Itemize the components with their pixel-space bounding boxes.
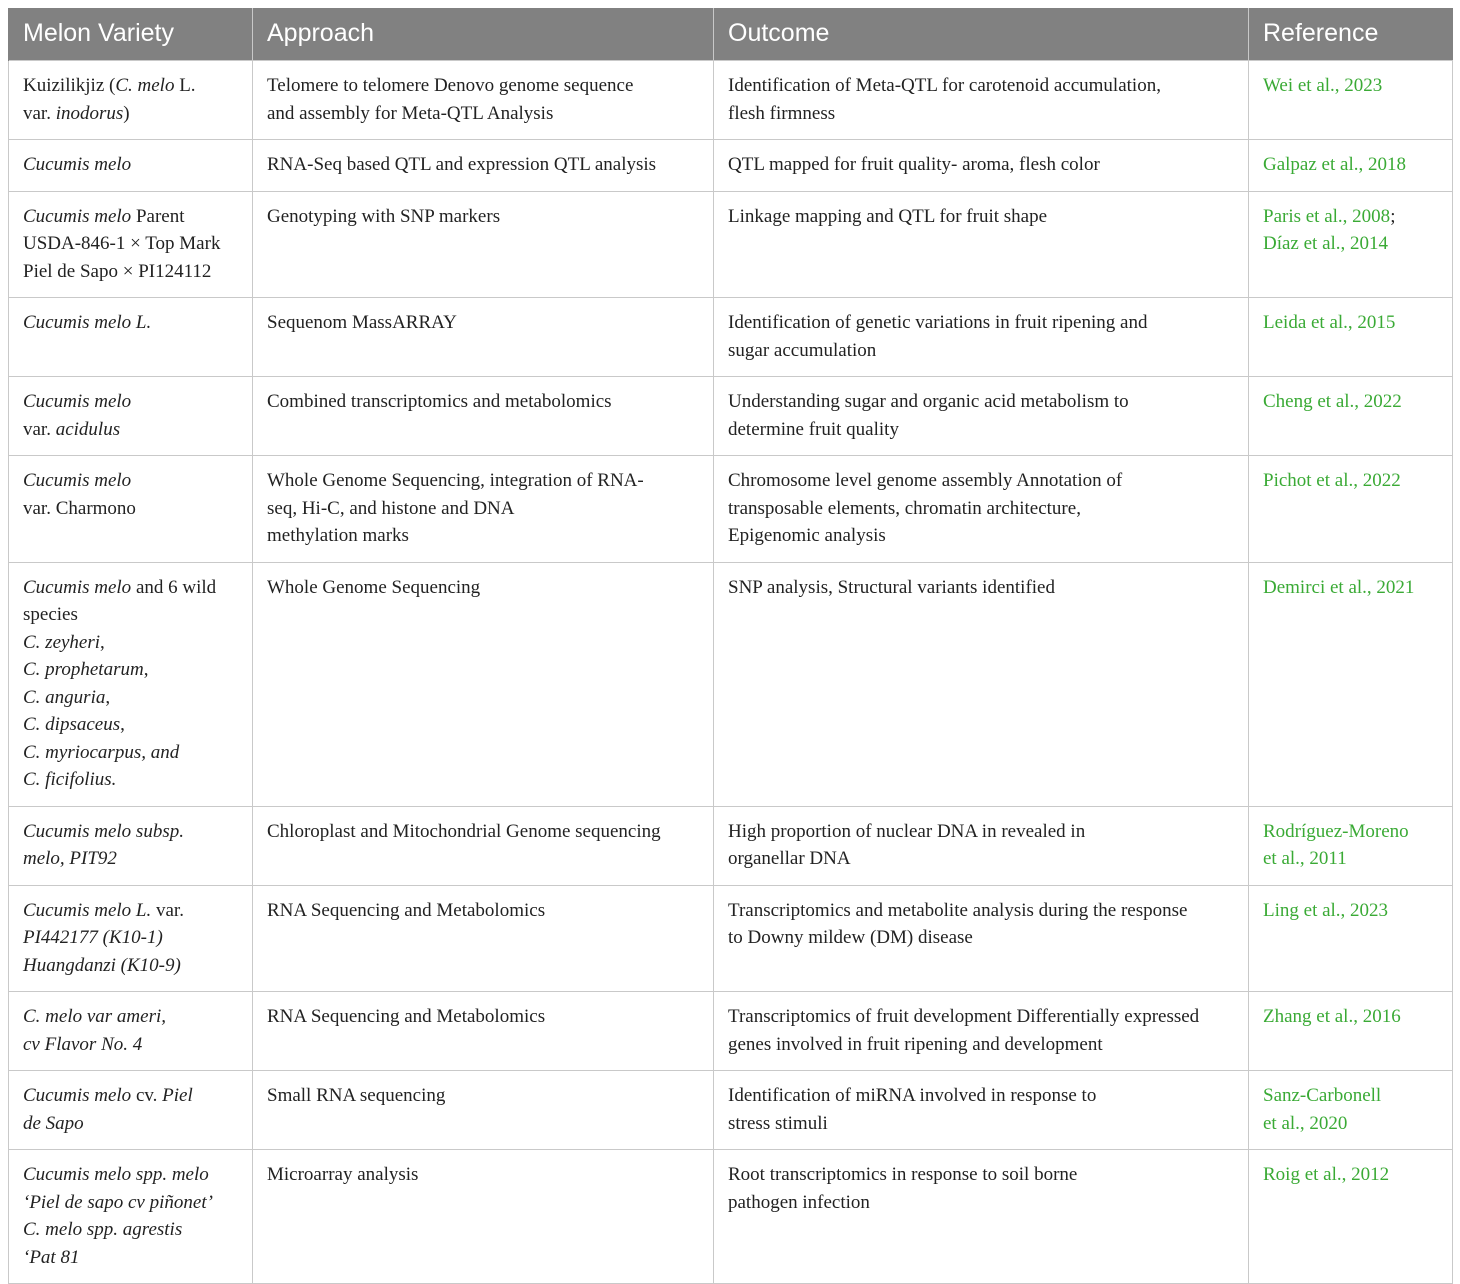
variety-italic-text: Cucumis melo — [23, 205, 132, 227]
outcome-line — [728, 337, 1234, 365]
outcome-text: to Downy mildew (DM) disease — [728, 927, 973, 948]
variety-line — [23, 100, 238, 128]
table-row — [9, 806, 1453, 885]
variety-line — [23, 601, 238, 629]
reference-link[interactable]: Roig et al., 2012 — [1263, 1164, 1390, 1185]
outcome-text: Transcriptomics of fruit development Differentially expressed — [728, 1006, 1200, 1027]
melon-studies-table — [8, 8, 1453, 1284]
approach-text: Combined transcriptomics and metabolomics — [267, 391, 612, 412]
variety-line — [23, 684, 238, 712]
variety-italic-text: C. anguria — [23, 686, 106, 708]
outcome-line — [728, 1031, 1234, 1059]
variety-text: Parent — [131, 205, 185, 227]
outcome-text: Chromosome level genome assembly Annotation of — [728, 470, 1123, 491]
table-row — [9, 1150, 1453, 1284]
outcome-line — [728, 151, 1234, 179]
variety-line — [23, 845, 238, 873]
variety-italic-text: Cucumis melo — [23, 470, 132, 491]
variety-italic-text: Piel — [162, 1085, 193, 1106]
variety-italic-text: Cucumis melo — [23, 576, 132, 598]
outcome-text: determine fruit quality — [728, 418, 899, 440]
outcome-text: genes involved in fruit ripening and development — [728, 1033, 1103, 1055]
approach-line — [267, 1161, 699, 1189]
variety-italic-text: C. melo spp. agrestis — [23, 1219, 183, 1240]
variety-line — [23, 924, 238, 952]
approach-line — [267, 72, 699, 100]
reference-cell — [1249, 191, 1453, 298]
approach-text: Whole Genome Sequencing, integration of RNA- — [267, 470, 644, 491]
outcome-cell — [714, 61, 1249, 140]
melon-variety-cell — [9, 298, 253, 377]
variety-line — [23, 897, 238, 925]
variety-italic-text: inodorus — [55, 102, 124, 124]
approach-line — [267, 467, 699, 495]
reference-link[interactable]: Díaz et al., 2014 — [1263, 233, 1389, 254]
approach-text: Whole Genome Sequencing — [267, 576, 481, 598]
variety-text: Kuizilikjiz ( — [23, 75, 116, 96]
melon-variety-cell — [9, 885, 253, 992]
column-header-reference: Reference — [1249, 8, 1453, 61]
outcome-line — [728, 309, 1234, 337]
approach-cell — [253, 562, 714, 806]
outcome-line — [728, 818, 1234, 846]
variety-line — [23, 495, 238, 523]
variety-text: , — [120, 714, 125, 735]
melon-variety-cell — [9, 61, 253, 140]
variety-italic-text: de Sapo — [23, 1112, 84, 1134]
reference-cell — [1249, 1150, 1453, 1284]
table-row — [9, 298, 1453, 377]
table-row — [9, 1071, 1453, 1150]
variety-text: ) — [123, 102, 130, 124]
outcome-line — [728, 388, 1234, 416]
variety-line — [23, 388, 238, 416]
outcome-line — [728, 72, 1234, 100]
approach-text: Small RNA sequencing — [267, 1085, 446, 1106]
variety-line — [23, 258, 238, 286]
approach-cell — [253, 140, 714, 192]
approach-line — [267, 818, 699, 846]
outcome-line — [728, 467, 1234, 495]
table-row — [9, 377, 1453, 456]
variety-text: , — [105, 686, 111, 708]
reference-line — [1263, 897, 1438, 925]
approach-line — [267, 495, 699, 523]
outcome-cell — [714, 992, 1249, 1071]
column-header-approach: Approach — [253, 8, 714, 61]
reference-line — [1263, 1161, 1438, 1189]
approach-cell — [253, 992, 714, 1071]
table-row — [9, 456, 1453, 563]
table-row — [9, 191, 1453, 298]
reference-separator: ; — [1390, 205, 1396, 227]
variety-italic-text: C. dipsaceus — [23, 714, 121, 735]
variety-italic-text: Cucumis melo subsp. — [23, 820, 184, 842]
outcome-line — [728, 1189, 1234, 1217]
variety-italic-text: C. myriocarpus, and — [23, 741, 180, 763]
outcome-text: transposable elements, chromatin architecture, — [728, 497, 1081, 519]
reference-link[interactable]: Wei et al., 2023 — [1263, 75, 1383, 96]
reference-link[interactable]: Rodríguez-Moreno — [1263, 820, 1409, 842]
variety-italic-text: Cucumis melo L. — [23, 312, 152, 333]
variety-line — [23, 711, 238, 739]
variety-italic-text: Huangdanzi (K10-9) — [23, 954, 181, 976]
reference-link[interactable]: Demirci et al., 2021 — [1263, 576, 1415, 598]
reference-cell — [1249, 806, 1453, 885]
approach-cell — [253, 61, 714, 140]
approach-text: Telomere to telomere Denovo genome sequence — [267, 75, 634, 96]
reference-link[interactable]: Sanz-Carbonell — [1263, 1085, 1382, 1106]
outcome-text: QTL mapped for fruit quality- aroma, flesh color — [728, 154, 1100, 175]
outcome-cell — [714, 377, 1249, 456]
table-body — [9, 61, 1453, 1284]
approach-line — [267, 388, 699, 416]
melon-variety-cell — [9, 1071, 253, 1150]
approach-line — [267, 1003, 699, 1031]
variety-italic-text: acidulus — [55, 418, 121, 440]
approach-text: RNA-Seq based QTL and expression QTL analysis — [267, 154, 657, 175]
outcome-line — [728, 924, 1234, 952]
melon-variety-cell — [9, 140, 253, 192]
variety-italic-text: C. melo var ameri, — [23, 1006, 167, 1027]
variety-line — [23, 656, 238, 684]
variety-text: species — [23, 604, 78, 625]
approach-text: RNA Sequencing and Metabolomics — [267, 1006, 546, 1027]
variety-italic-text: ‘Piel de sapo cv piñonet’ — [23, 1191, 213, 1213]
outcome-line — [728, 203, 1234, 231]
variety-line — [23, 1110, 238, 1138]
outcome-line — [728, 1082, 1234, 1110]
variety-italic-text: C. melo — [115, 75, 175, 96]
reference-line — [1263, 388, 1438, 416]
melon-variety-cell — [9, 456, 253, 563]
variety-text: var. Charmono — [23, 497, 136, 519]
outcome-line — [728, 845, 1234, 873]
outcome-line — [728, 1003, 1234, 1031]
outcome-cell — [714, 1150, 1249, 1284]
outcome-text: Identification of miRNA involved in response to — [728, 1085, 1097, 1106]
variety-text: var. — [151, 899, 184, 921]
variety-line — [23, 230, 238, 258]
outcome-text: Identification of Meta-QTL for carotenoid accumulation, — [728, 75, 1161, 96]
reference-link[interactable]: Leida et al., 2015 — [1263, 312, 1396, 333]
outcome-line — [728, 574, 1234, 602]
melon-variety-cell — [9, 377, 253, 456]
variety-italic-text: C. ficifolius. — [23, 769, 117, 790]
outcome-line — [728, 495, 1234, 523]
reference-cell — [1249, 456, 1453, 563]
variety-line — [23, 1161, 238, 1189]
variety-italic-text: Cucumis melo — [23, 1085, 132, 1106]
reference-cell — [1249, 140, 1453, 192]
approach-cell — [253, 1150, 714, 1284]
outcome-cell — [714, 298, 1249, 377]
table-row — [9, 885, 1453, 992]
reference-link[interactable]: Pichot et al., 2022 — [1263, 470, 1401, 491]
variety-text: USDA-846-1 × Top Mark — [23, 233, 221, 254]
melon-variety-cell — [9, 562, 253, 806]
reference-line — [1263, 1110, 1438, 1138]
approach-cell — [253, 377, 714, 456]
outcome-line — [728, 1161, 1234, 1189]
reference-line — [1263, 818, 1438, 846]
variety-line — [23, 629, 238, 657]
melon-variety-cell — [9, 191, 253, 298]
approach-line — [267, 309, 699, 337]
reference-cell — [1249, 298, 1453, 377]
variety-italic-text: Cucumis melo — [23, 391, 132, 412]
reference-line — [1263, 845, 1438, 873]
approach-text: seq, Hi-C, and histone and DNA — [267, 497, 515, 519]
reference-cell — [1249, 562, 1453, 806]
approach-text: Sequenom MassARRAY — [267, 312, 457, 333]
outcome-text: Understanding sugar and organic acid metabolism to — [728, 391, 1129, 412]
approach-text: methylation marks — [267, 525, 409, 546]
outcome-line — [728, 897, 1234, 925]
variety-line — [23, 467, 238, 495]
variety-line — [23, 416, 238, 444]
variety-text: , — [100, 631, 105, 653]
outcome-text: Linkage mapping and QTL for fruit shape — [728, 205, 1048, 227]
outcome-text: organellar DNA — [728, 848, 851, 869]
variety-italic-text: Cucumis melo spp. melo — [23, 1164, 209, 1185]
variety-line — [23, 1216, 238, 1244]
reference-cell — [1249, 1071, 1453, 1150]
reference-line — [1263, 72, 1438, 100]
reference-line — [1263, 574, 1438, 602]
table-row — [9, 992, 1453, 1071]
approach-cell — [253, 191, 714, 298]
outcome-cell — [714, 1071, 1249, 1150]
variety-italic-text: PI442177 (K10-1) — [23, 927, 163, 948]
variety-text: , — [143, 659, 149, 680]
variety-text: and 6 wild — [131, 576, 217, 598]
variety-italic-text: C. prophetarum — [23, 659, 144, 680]
variety-line — [23, 1244, 238, 1272]
reference-link[interactable]: Cheng et al., 2022 — [1263, 391, 1402, 412]
reference-link[interactable]: Galpaz et al., 2018 — [1263, 154, 1406, 175]
approach-cell — [253, 298, 714, 377]
approach-text: RNA Sequencing and Metabolomics — [267, 899, 546, 921]
outcome-text: flesh firmness — [728, 102, 836, 124]
outcome-text: Epigenomic analysis — [728, 525, 886, 546]
variety-line — [23, 574, 238, 602]
outcome-text: Transcriptomics and metabolite analysis during the response — [728, 899, 1188, 921]
approach-line — [267, 100, 699, 128]
reference-line — [1263, 151, 1438, 179]
variety-text: L. — [174, 75, 196, 96]
outcome-cell — [714, 191, 1249, 298]
variety-text: cv. — [131, 1085, 163, 1106]
header-row — [9, 8, 1453, 61]
column-header-outcome: Outcome — [714, 8, 1249, 61]
approach-line — [267, 574, 699, 602]
outcome-text: High proportion of nuclear DNA in revealed in — [728, 820, 1086, 842]
approach-text: Microarray analysis — [267, 1164, 419, 1185]
reference-cell — [1249, 377, 1453, 456]
reference-line — [1263, 467, 1438, 495]
melon-variety-cell — [9, 1150, 253, 1284]
variety-italic-text: ‘Pat 81 — [23, 1246, 80, 1268]
reference-cell — [1249, 61, 1453, 140]
variety-line — [23, 1189, 238, 1217]
variety-italic-text: cv Flavor No. 4 — [23, 1033, 143, 1055]
approach-line — [267, 522, 699, 550]
approach-text: Genotyping with SNP markers — [267, 205, 501, 227]
variety-italic-text: melo, PIT92 — [23, 848, 117, 869]
outcome-text: sugar accumulation — [728, 339, 877, 361]
reference-link[interactable]: Paris et al., 2008 — [1263, 205, 1391, 227]
variety-line — [23, 952, 238, 980]
outcome-cell — [714, 456, 1249, 563]
variety-line — [23, 1031, 238, 1059]
outcome-cell — [714, 885, 1249, 992]
outcome-line — [728, 1110, 1234, 1138]
outcome-line — [728, 522, 1234, 550]
variety-italic-text: Cucumis melo — [23, 154, 132, 175]
approach-cell — [253, 456, 714, 563]
variety-italic-text: Cucumis melo L. — [23, 899, 152, 921]
outcome-text: Root transcriptomics in response to soil borne — [728, 1164, 1078, 1185]
reference-line — [1263, 203, 1438, 231]
table-row — [9, 61, 1453, 140]
reference-link[interactable]: Zhang et al., 2016 — [1263, 1006, 1401, 1027]
approach-line — [267, 151, 699, 179]
approach-cell — [253, 806, 714, 885]
outcome-text: stress stimuli — [728, 1112, 828, 1134]
variety-line — [23, 203, 238, 231]
reference-line — [1263, 309, 1438, 337]
table-row — [9, 140, 1453, 192]
table-row — [9, 562, 1453, 806]
reference-line — [1263, 1003, 1438, 1031]
melon-variety-cell — [9, 806, 253, 885]
variety-text: Piel de Sapo × PI124112 — [23, 260, 212, 282]
approach-text: Chloroplast and Mitochondrial Genome sequencing — [267, 820, 661, 842]
reference-cell — [1249, 992, 1453, 1071]
reference-link[interactable]: et al., 2011 — [1263, 848, 1347, 869]
reference-link[interactable]: Ling et al., 2023 — [1263, 899, 1389, 921]
outcome-line — [728, 100, 1234, 128]
variety-line — [23, 766, 238, 794]
outcome-cell — [714, 806, 1249, 885]
melon-variety-cell — [9, 992, 253, 1071]
table-header — [9, 8, 1453, 61]
outcome-cell — [714, 562, 1249, 806]
approach-line — [267, 897, 699, 925]
variety-line — [23, 309, 238, 337]
outcome-cell — [714, 140, 1249, 192]
reference-cell — [1249, 885, 1453, 992]
column-header-variety: Melon Variety — [9, 8, 253, 61]
variety-line — [23, 72, 238, 100]
variety-italic-text: C. zeyheri — [23, 631, 101, 653]
outcome-line — [728, 416, 1234, 444]
outcome-text: pathogen infection — [728, 1191, 870, 1213]
variety-line — [23, 151, 238, 179]
reference-line — [1263, 230, 1438, 258]
variety-line — [23, 1082, 238, 1110]
approach-line — [267, 203, 699, 231]
variety-line — [23, 739, 238, 767]
approach-cell — [253, 1071, 714, 1150]
outcome-text: Identification of genetic variations in fruit ripening and — [728, 312, 1148, 333]
variety-text: var. — [23, 418, 56, 440]
variety-line — [23, 1003, 238, 1031]
approach-cell — [253, 885, 714, 992]
approach-line — [267, 1082, 699, 1110]
reference-link[interactable]: et al., 2020 — [1263, 1112, 1348, 1134]
variety-line — [23, 818, 238, 846]
approach-text: and assembly for Meta-QTL Analysis — [267, 102, 554, 124]
outcome-text: SNP analysis, Structural variants identified — [728, 576, 1055, 598]
reference-line — [1263, 1082, 1438, 1110]
variety-text: var. — [23, 102, 56, 124]
